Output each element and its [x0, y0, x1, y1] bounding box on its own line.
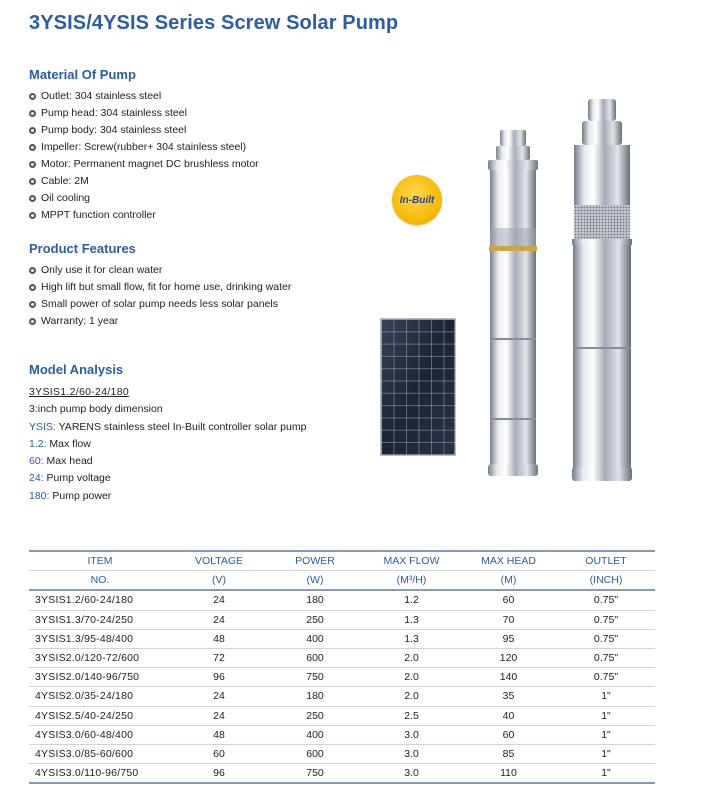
model-number-cell: 3YSIS2.0/140-96/750: [29, 668, 171, 687]
table-cell: 140: [460, 668, 557, 687]
column-unit: (M): [460, 571, 557, 591]
column-header: POWER: [267, 551, 363, 571]
table-cell: 35: [460, 687, 557, 706]
table-cell: 400: [267, 725, 363, 744]
column-header: OUTLET: [557, 551, 655, 571]
material-text: Outlet: 304 stainless steel: [41, 90, 162, 102]
table-cell: 110: [460, 764, 557, 784]
bullet-icon: [29, 93, 36, 100]
model-line: [29, 436, 306, 453]
feature-text: High lift but small flow, fit for home use, drinking water: [41, 281, 292, 293]
material-text: Oil cooling: [41, 192, 91, 204]
table-cell: 70: [460, 610, 557, 629]
table-cell: 48: [171, 629, 267, 648]
in-built-badge: In-Built: [392, 175, 442, 225]
material-item: [29, 105, 259, 122]
table-cell: 0.75": [557, 590, 655, 610]
bullet-icon: [29, 144, 36, 151]
model-line: [29, 470, 306, 487]
table-cell: 40: [460, 706, 557, 725]
column-header: VOLTAGE: [171, 551, 267, 571]
model-number-cell: 3YSIS2.0/120-72/600: [29, 648, 171, 667]
table-cell: 180: [267, 687, 363, 706]
table-cell: 250: [267, 706, 363, 725]
model-desc: 3:inch pump body dimension: [29, 403, 163, 416]
pump-4ysis-image: [562, 95, 642, 485]
model-number-cell: 4YSIS2.5/40-24/250: [29, 706, 171, 725]
table-row: [29, 590, 655, 610]
bullet-icon: [29, 127, 36, 134]
material-text: Impeller: Screw(rubber+ 304 stainless steel): [41, 141, 247, 153]
table-cell: 1": [557, 706, 655, 725]
table-cell: 400: [267, 629, 363, 648]
model-analysis: [29, 384, 306, 505]
material-item: [29, 207, 259, 224]
table-cell: 2.5: [363, 706, 460, 725]
bullet-icon: [29, 178, 36, 185]
table-unit-row: [29, 571, 655, 591]
table-cell: 60: [171, 744, 267, 763]
model-desc: Pump power: [49, 489, 112, 502]
table-cell: 95: [460, 629, 557, 648]
model-number-cell: 4YSIS3.0/60-48/400: [29, 725, 171, 744]
table-cell: 3.0: [363, 744, 460, 763]
table-row: [29, 744, 655, 763]
material-text: Motor: Permanent magnet DC brushless motor: [41, 158, 259, 170]
bullet-icon: [29, 301, 36, 308]
bullet-icon: [29, 110, 36, 117]
feature-item: [29, 296, 291, 313]
table-cell: 1": [557, 687, 655, 706]
feature-text: Warranty: 1 year: [41, 315, 119, 327]
table-row: [29, 648, 655, 667]
table-cell: 600: [267, 744, 363, 763]
table-cell: 2.0: [363, 687, 460, 706]
model-line: [29, 401, 306, 418]
table-cell: 120: [460, 648, 557, 667]
feature-text: Small power of solar pump needs less solar panels: [41, 298, 278, 310]
bullet-icon: [29, 195, 36, 202]
column-header: ITEM: [29, 551, 171, 571]
model-desc: YARENS stainless steel In-Built controller solar pump: [55, 420, 307, 433]
table-cell: 96: [171, 764, 267, 784]
table-cell: 0.75": [557, 668, 655, 687]
table-cell: 1.3: [363, 629, 460, 648]
model-key: 24:: [29, 472, 44, 485]
material-item: [29, 190, 259, 207]
model-line: [29, 453, 306, 470]
material-item: [29, 122, 259, 139]
bullet-icon: [29, 212, 36, 219]
table-cell: 1": [557, 744, 655, 763]
material-item: [29, 139, 259, 156]
feature-text: Only use it for clean water: [41, 264, 163, 276]
table-row: [29, 629, 655, 648]
model-desc: Max head: [43, 455, 93, 468]
model-number-cell: 3YSIS1.3/70-24/250: [29, 610, 171, 629]
table-cell: 1": [557, 725, 655, 744]
bullet-icon: [29, 161, 36, 168]
table-cell: 0.75": [557, 648, 655, 667]
features-heading: Product Features: [29, 241, 136, 256]
model-desc: Pump voltage: [43, 472, 111, 485]
spec-table: [29, 550, 655, 784]
material-item: [29, 173, 259, 190]
material-heading: Material Of Pump: [29, 67, 136, 82]
table-cell: 250: [267, 610, 363, 629]
table-cell: 180: [267, 590, 363, 610]
bullet-icon: [29, 284, 36, 291]
table-cell: 24: [171, 687, 267, 706]
model-key: YSIS:: [29, 420, 56, 433]
column-unit: (M³/H): [363, 571, 460, 591]
table-cell: 0.75": [557, 629, 655, 648]
table-cell: 0.75": [557, 610, 655, 629]
material-text: Pump head: 304 stainless steel: [41, 107, 187, 119]
table-cell: 1": [557, 764, 655, 784]
table-cell: 72: [171, 648, 267, 667]
bullet-icon: [29, 267, 36, 274]
table-cell: 60: [460, 725, 557, 744]
feature-item: [29, 279, 291, 296]
table-cell: 1.3: [363, 610, 460, 629]
model-code: 3YSIS1.2/60-24/180: [29, 386, 129, 398]
table-row: [29, 706, 655, 725]
table-cell: 24: [171, 706, 267, 725]
pump-3ysis-image: [478, 128, 548, 480]
bullet-icon: [29, 318, 36, 325]
table-cell: 1.2: [363, 590, 460, 610]
table-cell: 600: [267, 648, 363, 667]
table-cell: 3.0: [363, 764, 460, 784]
table-cell: 60: [460, 590, 557, 610]
model-line: [29, 419, 306, 436]
material-item: [29, 88, 259, 105]
model-heading: Model Analysis: [29, 362, 124, 377]
column-header: MAX FLOW: [363, 551, 460, 571]
material-text: Cable: 2M: [41, 175, 89, 187]
table-cell: 2.0: [363, 648, 460, 667]
table-cell: 750: [267, 764, 363, 784]
material-text: MPPT function controller: [41, 209, 156, 221]
table-row: [29, 610, 655, 629]
column-unit: (V): [171, 571, 267, 591]
table-cell: 48: [171, 725, 267, 744]
feature-item: [29, 262, 291, 279]
features-list: [29, 262, 291, 330]
table-row: [29, 668, 655, 687]
table-cell: 24: [171, 610, 267, 629]
table-row: [29, 687, 655, 706]
material-item: [29, 156, 259, 173]
table-cell: 2.0: [363, 668, 460, 687]
model-desc: Max flow: [46, 437, 91, 450]
solar-panel-image: [380, 318, 456, 456]
material-text: Pump body: 304 stainless steel: [41, 124, 187, 136]
table-cell: 24: [171, 590, 267, 610]
model-key: 60:: [29, 455, 44, 468]
model-number-cell: 4YSIS3.0/110-96/750: [29, 764, 171, 784]
model-number-cell: 3YSIS1.3/95-48/400: [29, 629, 171, 648]
table-row: [29, 764, 655, 784]
model-number-cell: 3YSIS1.2/60-24/180: [29, 590, 171, 610]
column-unit: (W): [267, 571, 363, 591]
material-list: [29, 88, 259, 224]
model-number-cell: 4YSIS3.0/85-60/600: [29, 744, 171, 763]
table-cell: 750: [267, 668, 363, 687]
model-key: 1.2:: [29, 437, 47, 450]
model-key: 180:: [29, 489, 50, 502]
table-row: [29, 725, 655, 744]
column-unit: (INCH): [557, 571, 655, 591]
page-title: 3YSIS/4YSIS Series Screw Solar Pump: [29, 12, 399, 34]
model-line: [29, 488, 306, 505]
table-cell: 96: [171, 668, 267, 687]
model-number-cell: 4YSIS2.0/35-24/180: [29, 687, 171, 706]
table-cell: 85: [460, 744, 557, 763]
column-unit: NO.: [29, 571, 171, 591]
table-cell: 3.0: [363, 725, 460, 744]
table-header-row: [29, 551, 655, 571]
column-header: MAX HEAD: [460, 551, 557, 571]
feature-item: [29, 313, 291, 330]
